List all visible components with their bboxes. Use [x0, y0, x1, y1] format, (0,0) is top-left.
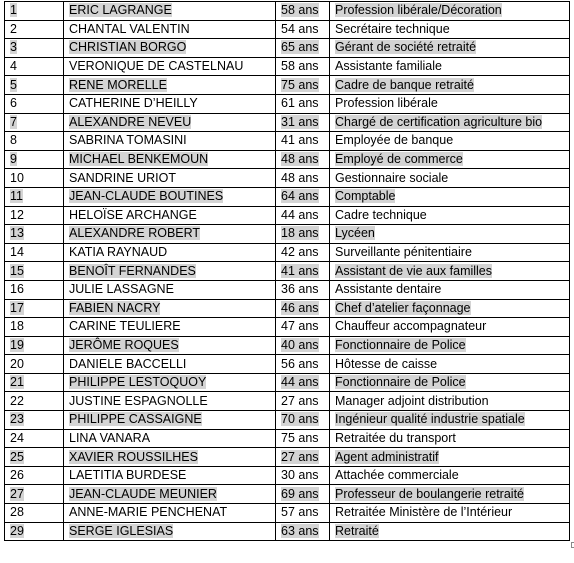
cell-num[interactable] [5, 2, 64, 21]
cell-age[interactable] [276, 76, 330, 95]
name-text: RENE MORELLE [69, 77, 167, 92]
table-row [5, 132, 570, 151]
job-text: Retraitée du transport [335, 430, 456, 445]
cell-age[interactable] [276, 169, 330, 188]
age-text: 48 ans [281, 152, 319, 167]
cell-num[interactable] [5, 243, 64, 262]
cell-name[interactable] [64, 262, 276, 281]
cell-age[interactable] [276, 466, 330, 485]
document-page [4, 1, 569, 541]
table-row [5, 243, 570, 262]
cell-job[interactable] [330, 336, 570, 355]
name-text: CHANTAL VALENTIN [69, 21, 190, 36]
job-text: Profession libérale/Décoration [335, 3, 502, 18]
table-row [5, 2, 570, 21]
num-text: 17 [10, 300, 24, 315]
age-text: 31 ans [281, 114, 319, 129]
num-text: 16 [10, 282, 24, 297]
table-row [5, 76, 570, 95]
num-text: 8 [10, 133, 17, 148]
job-text: Chef d’atelier façonnage [335, 300, 471, 315]
cell-name[interactable] [64, 466, 276, 485]
job-text: Surveillante pénitentiaire [335, 245, 472, 260]
cell-num[interactable] [5, 150, 64, 169]
cell-job[interactable] [330, 243, 570, 262]
num-text: 5 [10, 77, 17, 92]
cell-name[interactable] [64, 485, 276, 504]
age-text: 47 ans [281, 319, 319, 334]
cell-job[interactable] [330, 206, 570, 225]
age-text: 48 ans [281, 170, 319, 185]
num-text: 24 [10, 430, 24, 445]
num-text: 7 [10, 114, 17, 129]
job-text: Fonctionnaire de Police [335, 337, 466, 352]
table-row [5, 504, 570, 523]
job-text: Retraité [335, 523, 379, 538]
cell-age[interactable] [276, 280, 330, 299]
name-text: JUSTINE ESPAGNOLLE [69, 393, 208, 408]
cell-job[interactable] [330, 94, 570, 113]
age-text: 57 ans [281, 505, 319, 520]
cell-job[interactable] [330, 150, 570, 169]
table-row [5, 336, 570, 355]
cell-name[interactable] [64, 373, 276, 392]
cell-name[interactable] [64, 169, 276, 188]
cell-num[interactable] [5, 262, 64, 281]
name-text: SABRINA TOMASINI [69, 133, 187, 148]
age-text: 61 ans [281, 96, 319, 111]
cell-job[interactable] [330, 57, 570, 76]
num-text: 6 [10, 96, 17, 111]
cell-num[interactable] [5, 448, 64, 467]
cell-name[interactable] [64, 280, 276, 299]
table-row [5, 150, 570, 169]
name-text: LAETITIA BURDESE [69, 468, 187, 483]
cell-age[interactable] [276, 429, 330, 448]
cell-age[interactable] [276, 318, 330, 337]
cell-age[interactable] [276, 504, 330, 523]
name-text: MICHAEL BENKEMOUN [69, 152, 209, 167]
age-text: 44 ans [281, 207, 319, 222]
num-text: 28 [10, 505, 24, 520]
name-text: PHILIPPE LESTOQUOY [69, 375, 207, 390]
cell-job[interactable] [330, 280, 570, 299]
job-text: Chauffeur accompagnateur [335, 319, 487, 334]
age-text: 75 ans [281, 77, 319, 92]
job-text: Ingénieur qualité industrie spatiale [335, 412, 525, 427]
cell-name[interactable] [64, 243, 276, 262]
cell-age[interactable] [276, 113, 330, 132]
cell-job[interactable] [330, 504, 570, 523]
cell-job[interactable] [330, 318, 570, 337]
cell-name[interactable] [64, 225, 276, 244]
age-text: 46 ans [281, 300, 319, 315]
table-row [5, 429, 570, 448]
cell-num[interactable] [5, 20, 64, 39]
cell-name[interactable] [64, 392, 276, 411]
table-row [5, 262, 570, 281]
name-text: JULIE LASSAGNE [69, 282, 174, 297]
cell-job[interactable] [330, 113, 570, 132]
name-text: ERIC LAGRANGE [69, 3, 172, 18]
num-text: 4 [10, 59, 17, 74]
name-text: JEAN-CLAUDE BOUTINES [69, 189, 224, 204]
cell-job[interactable] [330, 20, 570, 39]
cell-job[interactable] [330, 76, 570, 95]
num-text: 2 [10, 21, 17, 36]
cell-num[interactable] [5, 57, 64, 76]
cell-age[interactable] [276, 150, 330, 169]
name-text: KATIA RAYNAUD [69, 245, 168, 260]
age-text: 27 ans [281, 449, 319, 464]
job-text: Attachée commerciale [335, 468, 459, 483]
table-row [5, 113, 570, 132]
cell-age[interactable] [276, 392, 330, 411]
table-row [5, 355, 570, 374]
name-text: VERONIQUE DE CASTELNAU [69, 59, 244, 74]
cell-num[interactable] [5, 318, 64, 337]
num-text: 27 [10, 486, 24, 501]
name-text: BENOÎT FERNANDES [69, 263, 196, 278]
num-text: 10 [10, 170, 24, 185]
job-text: Chargé de certification agriculture bio [335, 114, 543, 129]
job-text: Employée de banque [335, 133, 454, 148]
name-text: ALEXANDRE NEVEU [69, 114, 192, 129]
candidates-table [4, 1, 570, 541]
table-row [5, 187, 570, 206]
cell-name[interactable] [64, 318, 276, 337]
job-text: Cadre technique [335, 207, 427, 222]
name-text: FABIEN NACRY [69, 300, 161, 315]
cell-num[interactable] [5, 504, 64, 523]
table-row [5, 522, 570, 541]
age-text: 58 ans [281, 59, 319, 74]
num-text: 29 [10, 523, 24, 538]
cell-name[interactable] [64, 76, 276, 95]
cell-job[interactable] [330, 466, 570, 485]
cell-age[interactable] [276, 2, 330, 21]
job-text: Retraitée Ministère de l’Intérieur [335, 505, 513, 520]
cell-age[interactable] [276, 373, 330, 392]
cell-job[interactable] [330, 392, 570, 411]
num-text: 19 [10, 337, 24, 352]
cell-job[interactable] [330, 373, 570, 392]
cell-age[interactable] [276, 448, 330, 467]
age-text: 64 ans [281, 189, 319, 204]
cell-age[interactable] [276, 225, 330, 244]
table-row [5, 373, 570, 392]
cell-name[interactable] [64, 411, 276, 430]
cell-job[interactable] [330, 2, 570, 21]
table-row [5, 411, 570, 430]
cell-name[interactable] [64, 20, 276, 39]
job-text: Profession libérale [335, 96, 438, 111]
table-row [5, 57, 570, 76]
cell-job[interactable] [330, 448, 570, 467]
table-body [5, 2, 570, 541]
name-text: ANNE-MARIE PENCHENAT [69, 505, 228, 520]
cell-name[interactable] [64, 206, 276, 225]
name-text: DANIELE BACCELLI [69, 356, 187, 371]
table-row [5, 225, 570, 244]
age-text: 56 ans [281, 356, 319, 371]
cell-name[interactable] [64, 132, 276, 151]
cell-num[interactable] [5, 485, 64, 504]
age-text: 70 ans [281, 412, 319, 427]
cell-job[interactable] [330, 132, 570, 151]
table-row [5, 206, 570, 225]
job-text: Fonctionnaire de Police [335, 375, 466, 390]
table-row [5, 94, 570, 113]
table-row [5, 392, 570, 411]
job-text: Cadre de banque retraité [335, 77, 474, 92]
cell-name[interactable] [64, 2, 276, 21]
cell-num[interactable] [5, 76, 64, 95]
table-row [5, 39, 570, 58]
age-text: 63 ans [281, 523, 319, 538]
table-row [5, 485, 570, 504]
name-text: JERÔME ROQUES [69, 337, 179, 352]
name-text: LINA VANARA [69, 430, 151, 445]
age-text: 75 ans [281, 430, 319, 445]
cell-name[interactable] [64, 336, 276, 355]
cell-job[interactable] [330, 355, 570, 374]
cell-num[interactable] [5, 169, 64, 188]
num-text: 12 [10, 207, 24, 222]
table-row [5, 20, 570, 39]
cell-name[interactable] [64, 113, 276, 132]
table-row [5, 299, 570, 318]
cell-num[interactable] [5, 466, 64, 485]
cell-name[interactable] [64, 522, 276, 541]
cell-age[interactable] [276, 206, 330, 225]
cell-age[interactable] [276, 355, 330, 374]
cell-name[interactable] [64, 504, 276, 523]
job-text: Agent administratif [335, 449, 439, 464]
cell-name[interactable] [64, 94, 276, 113]
num-text: 22 [10, 393, 24, 408]
cell-age[interactable] [276, 20, 330, 39]
cell-name[interactable] [64, 187, 276, 206]
job-text: Assistante familiale [335, 59, 442, 74]
table-row [5, 466, 570, 485]
age-text: 36 ans [281, 282, 319, 297]
cell-age[interactable] [276, 299, 330, 318]
cell-job[interactable] [330, 169, 570, 188]
name-text: CARINE TEULIERE [69, 319, 181, 334]
name-text: PHILIPPE CASSAIGNE [69, 412, 202, 427]
table-row [5, 318, 570, 337]
cell-name[interactable] [64, 429, 276, 448]
cell-num[interactable] [5, 355, 64, 374]
age-text: 40 ans [281, 337, 319, 352]
cell-job[interactable] [330, 39, 570, 58]
job-text: Comptable [335, 189, 396, 204]
cell-job[interactable] [330, 485, 570, 504]
job-text: Lycéen [335, 226, 375, 241]
num-text: 23 [10, 412, 24, 427]
num-text: 9 [10, 152, 17, 167]
cell-age[interactable] [276, 336, 330, 355]
num-text: 25 [10, 449, 24, 464]
cell-name[interactable] [64, 39, 276, 58]
cell-job[interactable] [330, 522, 570, 541]
name-text: ALEXANDRE ROBERT [69, 226, 201, 241]
cell-age[interactable] [276, 411, 330, 430]
num-text: 21 [10, 375, 24, 390]
age-text: 30 ans [281, 468, 319, 483]
cell-name[interactable] [64, 299, 276, 318]
cell-age[interactable] [276, 262, 330, 281]
num-text: 20 [10, 356, 24, 371]
cell-age[interactable] [276, 57, 330, 76]
cell-num[interactable] [5, 336, 64, 355]
cell-name[interactable] [64, 150, 276, 169]
num-text: 14 [10, 245, 24, 260]
cell-name[interactable] [64, 355, 276, 374]
job-text: Employé de commerce [335, 152, 463, 167]
num-text: 15 [10, 263, 24, 278]
job-text: Manager adjoint distribution [335, 393, 489, 408]
age-text: 65 ans [281, 40, 319, 55]
job-text: Gérant de société retraité [335, 40, 477, 55]
num-text: 18 [10, 319, 24, 334]
cell-age[interactable] [276, 39, 330, 58]
num-text: 26 [10, 468, 24, 483]
cell-num[interactable] [5, 373, 64, 392]
job-text: Assistant de vie aux familles [335, 263, 493, 278]
num-text: 1 [10, 3, 17, 18]
cell-num[interactable] [5, 411, 64, 430]
age-text: 41 ans [281, 133, 319, 148]
cell-num[interactable] [5, 94, 64, 113]
age-text: 54 ans [281, 21, 319, 36]
age-text: 41 ans [281, 263, 319, 278]
cell-num[interactable] [5, 280, 64, 299]
age-text: 69 ans [281, 486, 319, 501]
num-text: 11 [10, 189, 23, 204]
cell-num[interactable] [5, 299, 64, 318]
cell-num[interactable] [5, 113, 64, 132]
job-text: Assistante dentaire [335, 282, 442, 297]
age-text: 58 ans [281, 3, 319, 18]
age-text: 44 ans [281, 375, 319, 390]
cell-job[interactable] [330, 411, 570, 430]
cell-name[interactable] [64, 57, 276, 76]
job-text: Secrétaire technique [335, 21, 450, 36]
age-text: 27 ans [281, 393, 319, 408]
cell-job[interactable] [330, 225, 570, 244]
cell-age[interactable] [276, 243, 330, 262]
age-text: 42 ans [281, 245, 319, 260]
cell-job[interactable] [330, 187, 570, 206]
name-text: XAVIER ROUSSILHES [69, 449, 198, 464]
cell-name[interactable] [64, 448, 276, 467]
job-text: Gestionnaire sociale [335, 170, 449, 185]
job-text: Professeur de boulangerie retraité [335, 486, 525, 501]
cell-job[interactable] [330, 262, 570, 281]
cell-num[interactable] [5, 132, 64, 151]
table-row [5, 169, 570, 188]
name-text: SANDRINE URIOT [69, 170, 176, 185]
job-text: Hôtesse de caisse [335, 356, 438, 371]
cell-age[interactable] [276, 132, 330, 151]
cell-job[interactable] [330, 299, 570, 318]
cell-num[interactable] [5, 522, 64, 541]
cell-age[interactable] [276, 522, 330, 541]
num-text: 13 [10, 226, 24, 241]
cell-age[interactable] [276, 94, 330, 113]
cell-num[interactable] [5, 225, 64, 244]
cell-age[interactable] [276, 485, 330, 504]
cell-job[interactable] [330, 429, 570, 448]
cell-num[interactable] [5, 206, 64, 225]
name-text: CHRISTIAN BORGO [69, 40, 187, 55]
num-text: 3 [10, 40, 17, 55]
cell-num[interactable] [5, 429, 64, 448]
cell-num[interactable] [5, 187, 64, 206]
name-text: HELOÏSE ARCHANGE [69, 207, 197, 222]
table-row [5, 448, 570, 467]
cell-num[interactable] [5, 39, 64, 58]
cell-age[interactable] [276, 187, 330, 206]
age-text: 18 ans [281, 226, 319, 241]
cell-num[interactable] [5, 392, 64, 411]
name-text: JEAN-CLAUDE MEUNIER [69, 486, 217, 501]
name-text: SERGE IGLESIAS [69, 523, 174, 538]
table-row [5, 280, 570, 299]
name-text: CATHERINE D’HEILLY [69, 96, 198, 111]
